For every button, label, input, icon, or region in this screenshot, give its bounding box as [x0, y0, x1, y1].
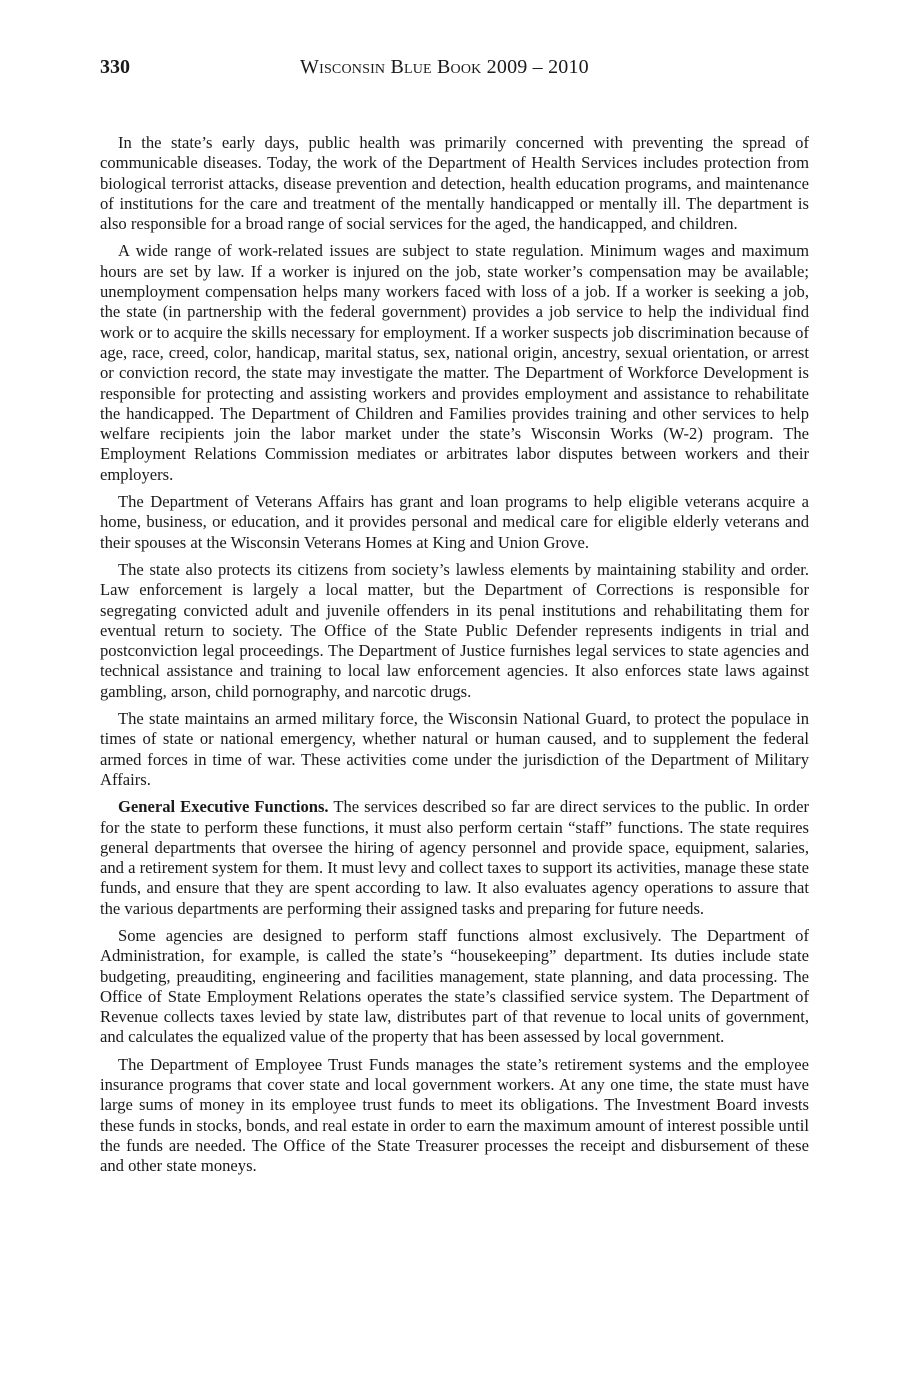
paragraph-text: The state also protects its citizens from society’s lawless elements by maintaining stability and order. Law enforcement is largely a local matter, but the Department of Corrections is responsible for segregating convicted adult and juvenile offenders in its penal institutions and rehabilitating them for eventual return to society. The Office of the State Public Defender represents indigents in trial and postconviction legal proceedings. The Department of Justice furnishes legal services to state agencies and technical assistance and training to local law enforcement agencies. It also enforces state laws against gambling, arson, child pornography, and narcotic drugs. [100, 559, 809, 701]
paragraph-text: The Department of Employee Trust Funds manages the state’s retirement systems and the employee insurance programs that cover state and local government workers. At any one time, the state must have large sums of money in its employee trust funds to meet its obligations. The Investment Board invests these funds in stocks, bonds, and real estate in order to earn the maximum amount of interest possible until the funds are needed. The Office of the State Treasurer processes the receipt and disbursement of these and other state moneys. [100, 1054, 809, 1176]
paragraph-military [100, 709, 809, 790]
paragraph-veterans [100, 492, 809, 553]
paragraph-law-enforcement [100, 560, 809, 702]
paragraph-health [100, 133, 809, 234]
paragraph-trust-funds [100, 1055, 809, 1177]
paragraph-text: The state maintains an armed military force, the Wisconsin National Guard, to protect the populace in times of state or national emergency, whether natural or human caused, and to supplement the federal armed forces in time of war. These activities come under the jurisdiction of the Department of Military Affairs. [100, 709, 809, 789]
running-head: Wisconsin Blue Book 2009 – 2010 [300, 56, 589, 78]
body-text [100, 133, 809, 1184]
paragraph-text: Some agencies are designed to perform staff functions almost exclusively. The Department of Administration, for example, is called the state’s “housekeeping” department. Its duties include state budgeting, preauditing, engineering and facilities management, state planning, and data processing. The Office of State Employment Relations operates the state’s classified service system. The Department of Revenue collects taxes levied by state law, distributes part of that revenue to local units of government, and calculates the equalized value of the property that has been assessed by local government. [100, 925, 809, 1047]
paragraph-staff-agencies [100, 926, 809, 1048]
paragraph-text: A wide range of work-related issues are subject to state regulation. Minimum wages and maximum hours are set by law. If a worker is injured on the job, state worker’s compensation may be available; unemployment compensation helps many workers faced with loss of a job. If a worker is seeking a job, the state (in partnership with the federal government) provides a job service to help the individual find work or to acquire the skills necessary for employment. If a worker suspects job discrimination because of age, race, creed, color, handicap, marital status, sex, national origin, ancestry, sexual orientation, or arrest or conviction record, the state may investigate the matter. The Department of Workforce Development is responsible for protecting and assisting workers and provides employment and assistance to rehabilitate the handicapped. The Department of Children and Families provides training and other services to help welfare recipients join the labor market under the state’s Wisconsin Works (W-2) program. The Employment Relations Commission mediates or arbitrates labor disputes between workers and their employers. [100, 241, 809, 484]
section-run-in-heading: General Executive Functions. [118, 797, 329, 817]
paragraph-general-executive [100, 797, 809, 919]
paragraph-labor [100, 241, 809, 485]
page-number: 330 [100, 56, 130, 78]
paragraph-text: The Department of Veterans Affairs has grant and loan programs to help eligible veterans acquire a home, business, or education, and it provides personal and medical care for eligible elderly veterans and their spouses at the Wisconsin Veterans Homes at King and Union Grove. [100, 492, 809, 552]
paragraph-text: The services described so far are direct services to the public. In order for the state to perform these functions, it must also perform certain “staff” functions. The state requires general departments that oversee the hiring of agency personnel and provide space, equipment, salaries, and a retirement system for them. It must levy and collect taxes to support its activities, manage these state funds, and ensure that they are spent according to law. It also evaluates agency operations to assure that the various departments are performing their assigned tasks and preparing for future needs. [100, 797, 809, 918]
paragraph-text: In the state’s early days, public health was primarily concerned with preventing the spread of communicable diseases. Today, the work of the Department of Health Services includes protection from biological terrorist attacks, disease prevention and detection, health education programs, and maintenance of institutions for the care and treatment of the mentally handicapped or mentally ill. The department is also responsible for a broad range of social services for the aged, the handicapped, and children. [100, 133, 809, 234]
page-header [100, 54, 809, 84]
